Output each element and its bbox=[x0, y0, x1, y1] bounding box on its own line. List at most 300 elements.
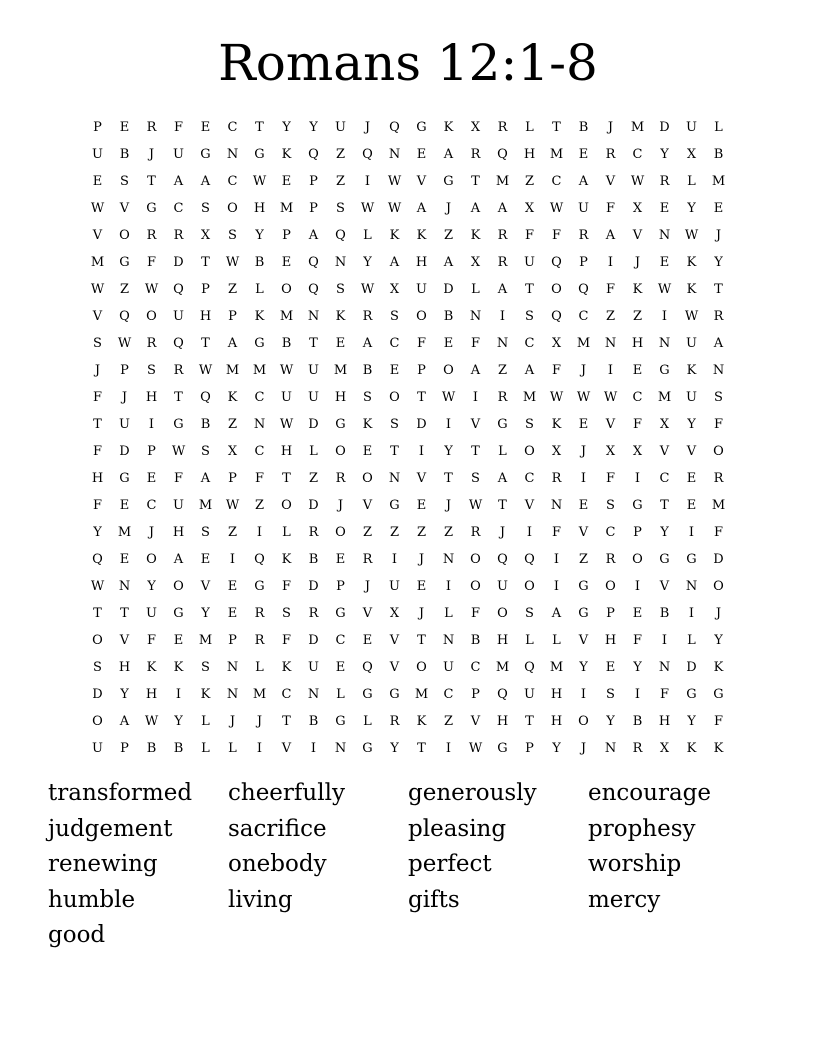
grid-letter: Y bbox=[687, 417, 696, 432]
grid-letter: N bbox=[712, 363, 725, 378]
word-list-item: renewing bbox=[48, 851, 158, 877]
grid-letter: M bbox=[198, 633, 213, 648]
grid-letter: F bbox=[92, 444, 103, 459]
grid-letter: W bbox=[387, 201, 402, 216]
grid-letter: M bbox=[495, 660, 510, 675]
grid-letter: Q bbox=[173, 282, 184, 297]
grid-letter: V bbox=[92, 309, 103, 324]
grid-letter: Q bbox=[254, 552, 265, 567]
grid-letter: B bbox=[281, 336, 292, 351]
grid-letter: A bbox=[578, 174, 589, 189]
grid-letter: P bbox=[471, 687, 480, 702]
grid-letter: F bbox=[173, 471, 184, 486]
grid-letter: A bbox=[470, 363, 481, 378]
grid-letter: I bbox=[634, 471, 641, 486]
grid-letter: Z bbox=[254, 498, 265, 513]
grid-letter: W bbox=[549, 390, 564, 405]
grid-letter: F bbox=[605, 282, 616, 297]
grid-letter: J bbox=[148, 147, 155, 162]
grid-letter: S bbox=[201, 444, 210, 459]
grid-letter: R bbox=[605, 552, 616, 567]
grid-letter: H bbox=[550, 687, 563, 702]
grid-letter: Y bbox=[201, 606, 210, 621]
grid-letter: J bbox=[148, 525, 155, 540]
grid-letter: R bbox=[578, 228, 589, 243]
grid-letter: V bbox=[389, 633, 400, 648]
grid-letter: F bbox=[281, 633, 292, 648]
grid-letter: W bbox=[117, 336, 132, 351]
grid-letter: A bbox=[551, 606, 562, 621]
grid-letter: F bbox=[713, 417, 724, 432]
grid-letter: K bbox=[632, 282, 643, 297]
grid-letter: U bbox=[308, 390, 319, 405]
grid-letter: C bbox=[146, 498, 157, 513]
grid-letter: X bbox=[659, 417, 670, 432]
grid-letter: I bbox=[499, 309, 506, 324]
grid-letter: N bbox=[658, 660, 671, 675]
grid-letter: U bbox=[335, 120, 346, 135]
grid-letter: H bbox=[118, 660, 131, 675]
grid-letter: H bbox=[253, 201, 266, 216]
grid-letter: O bbox=[632, 552, 643, 567]
grid-letter: N bbox=[496, 336, 509, 351]
grid-letter: Q bbox=[551, 255, 562, 270]
grid-letter: W bbox=[630, 174, 645, 189]
grid-letter: L bbox=[363, 714, 372, 729]
grid-letter: M bbox=[630, 120, 645, 135]
grid-letter: G bbox=[335, 417, 346, 432]
grid-letter: E bbox=[389, 363, 400, 378]
grid-letter: G bbox=[146, 201, 157, 216]
grid-letter: T bbox=[282, 714, 291, 729]
grid-letter: X bbox=[551, 336, 562, 351]
grid-letter: G bbox=[497, 417, 508, 432]
grid-letter: B bbox=[713, 147, 724, 162]
grid-letter: K bbox=[200, 687, 211, 702]
grid-letter: J bbox=[337, 498, 344, 513]
grid-letter: K bbox=[254, 309, 265, 324]
grid-letter: Z bbox=[389, 525, 400, 540]
grid-letter: A bbox=[497, 201, 508, 216]
grid-letter: W bbox=[468, 498, 483, 513]
grid-letter: A bbox=[173, 552, 184, 567]
grid-letter: E bbox=[335, 552, 346, 567]
grid-letter: O bbox=[416, 309, 427, 324]
grid-letter: R bbox=[605, 147, 616, 162]
grid-letter: W bbox=[387, 174, 402, 189]
grid-letter: L bbox=[363, 228, 372, 243]
grid-letter: B bbox=[119, 147, 130, 162]
grid-letter: B bbox=[308, 714, 319, 729]
grid-letter: F bbox=[632, 633, 643, 648]
grid-letter: L bbox=[309, 444, 318, 459]
grid-letter: V bbox=[605, 417, 616, 432]
grid-letter: E bbox=[578, 417, 589, 432]
grid-letter: C bbox=[551, 174, 562, 189]
grid-letter: Q bbox=[308, 282, 319, 297]
grid-letter: M bbox=[90, 255, 105, 270]
grid-letter: Z bbox=[632, 309, 643, 324]
word-list-item: sacrifice bbox=[228, 815, 327, 842]
grid-letter: V bbox=[578, 525, 589, 540]
grid-letter: V bbox=[686, 444, 697, 459]
grid-letter: C bbox=[281, 687, 292, 702]
grid-letter: Z bbox=[578, 552, 589, 567]
grid-letter: G bbox=[497, 741, 508, 756]
grid-letter: W bbox=[603, 390, 618, 405]
grid-letter: T bbox=[201, 255, 210, 270]
grid-letter: E bbox=[659, 255, 670, 270]
grid-letter: X bbox=[470, 120, 481, 135]
grid-letter: N bbox=[658, 228, 671, 243]
grid-letter: K bbox=[551, 417, 562, 432]
page-title: Romans 12:1-8 bbox=[218, 34, 598, 92]
grid-letter: X bbox=[524, 201, 535, 216]
grid-letter: E bbox=[119, 498, 130, 513]
grid-letter: R bbox=[146, 228, 157, 243]
grid-letter: G bbox=[389, 498, 400, 513]
grid-letter: V bbox=[92, 228, 103, 243]
grid-letter: Y bbox=[633, 660, 642, 675]
grid-letter: K bbox=[335, 309, 346, 324]
grid-letter: C bbox=[227, 120, 238, 135]
grid-letter: N bbox=[307, 687, 320, 702]
grid-letter: K bbox=[281, 147, 292, 162]
grid-letter: W bbox=[90, 201, 105, 216]
grid-letter: L bbox=[255, 660, 264, 675]
grid-letter: D bbox=[308, 579, 319, 594]
grid-letter: S bbox=[93, 660, 102, 675]
grid-letter: J bbox=[715, 606, 722, 621]
grid-letter: U bbox=[308, 363, 319, 378]
grid-letter: T bbox=[120, 606, 129, 621]
grid-letter: N bbox=[442, 552, 455, 567]
grid-letter: Z bbox=[524, 174, 535, 189]
grid-letter: S bbox=[525, 417, 534, 432]
word-list-item: transformed bbox=[48, 780, 193, 806]
grid-letter: Z bbox=[443, 228, 454, 243]
grid-letter: J bbox=[607, 120, 614, 135]
grid-letter: G bbox=[578, 579, 589, 594]
grid-letter: U bbox=[92, 147, 103, 162]
grid-letter: E bbox=[335, 336, 346, 351]
grid-letter: C bbox=[335, 633, 346, 648]
grid-letter: V bbox=[470, 417, 481, 432]
grid-letter: E bbox=[686, 471, 697, 486]
grid-letter: W bbox=[90, 579, 105, 594]
grid-letter: E bbox=[416, 147, 427, 162]
grid-letter: F bbox=[146, 255, 157, 270]
grid-letter: G bbox=[362, 741, 373, 756]
grid-letter: V bbox=[119, 201, 130, 216]
grid-letter: K bbox=[281, 552, 292, 567]
grid-letter: I bbox=[553, 552, 560, 567]
grid-letter: J bbox=[121, 390, 128, 405]
grid-letter: E bbox=[92, 174, 103, 189]
grid-letter: W bbox=[198, 363, 213, 378]
grid-letter: H bbox=[604, 633, 617, 648]
grid-letter: R bbox=[173, 228, 184, 243]
grid-letter: N bbox=[118, 579, 131, 594]
grid-letter: L bbox=[444, 606, 453, 621]
grid-letter: N bbox=[658, 336, 671, 351]
grid-letter: S bbox=[390, 417, 399, 432]
grid-letter: I bbox=[175, 687, 182, 702]
grid-letter: X bbox=[605, 444, 616, 459]
word-list-item: worship bbox=[588, 851, 682, 877]
grid-letter: L bbox=[687, 633, 696, 648]
grid-letter: K bbox=[146, 660, 157, 675]
grid-letter: Q bbox=[308, 147, 319, 162]
grid-letter: W bbox=[171, 444, 186, 459]
grid-letter: D bbox=[308, 417, 319, 432]
grid-letter: P bbox=[606, 606, 615, 621]
grid-letter: T bbox=[525, 282, 534, 297]
grid-letter: L bbox=[201, 714, 210, 729]
grid-letter: H bbox=[172, 525, 185, 540]
grid-letter: Y bbox=[255, 228, 264, 243]
grid-letter: N bbox=[604, 741, 617, 756]
grid-letter: R bbox=[497, 255, 508, 270]
grid-letter: A bbox=[443, 255, 454, 270]
grid-letter: U bbox=[686, 390, 697, 405]
grid-letter: M bbox=[549, 147, 564, 162]
grid-letter: Q bbox=[578, 282, 589, 297]
grid-letter: Q bbox=[335, 228, 346, 243]
grid-letter: J bbox=[580, 363, 587, 378]
word-list-item: living bbox=[228, 886, 293, 913]
grid-letter: G bbox=[335, 714, 346, 729]
grid-letter: O bbox=[470, 552, 481, 567]
grid-letter: G bbox=[119, 471, 130, 486]
grid-letter: S bbox=[201, 660, 210, 675]
grid-letter: I bbox=[526, 525, 533, 540]
grid-letter: C bbox=[659, 471, 670, 486]
grid-letter: R bbox=[308, 606, 319, 621]
grid-letter: S bbox=[471, 471, 480, 486]
grid-letter: Q bbox=[524, 660, 535, 675]
grid-letter: Z bbox=[497, 363, 508, 378]
grid-letter: A bbox=[524, 363, 535, 378]
grid-letter: V bbox=[659, 579, 670, 594]
grid-letter: W bbox=[225, 498, 240, 513]
grid-letter: A bbox=[200, 174, 211, 189]
grid-letter: C bbox=[605, 525, 616, 540]
grid-letter: Q bbox=[92, 552, 103, 567]
grid-letter: G bbox=[659, 363, 670, 378]
grid-letter: D bbox=[92, 687, 103, 702]
grid-letter: M bbox=[279, 201, 294, 216]
grid-letter: M bbox=[333, 363, 348, 378]
grid-letter: S bbox=[282, 606, 291, 621]
grid-letter: P bbox=[147, 444, 156, 459]
grid-letter: J bbox=[580, 444, 587, 459]
grid-letter: M bbox=[522, 390, 537, 405]
grid-letter: K bbox=[173, 660, 184, 675]
grid-letter: R bbox=[308, 525, 319, 540]
grid-letter: C bbox=[632, 390, 643, 405]
grid-letter: U bbox=[524, 687, 535, 702]
grid-letter: T bbox=[525, 714, 534, 729]
grid-letter: W bbox=[252, 174, 267, 189]
grid-letter: D bbox=[119, 444, 130, 459]
grid-letter: S bbox=[147, 363, 156, 378]
letter-grid bbox=[84, 114, 732, 762]
grid-letter: Z bbox=[308, 471, 319, 486]
grid-letter: J bbox=[364, 579, 371, 594]
grid-letter: I bbox=[256, 741, 263, 756]
grid-letter: A bbox=[497, 471, 508, 486]
grid-letter: E bbox=[416, 579, 427, 594]
grid-letter: K bbox=[416, 228, 427, 243]
grid-letter: N bbox=[685, 579, 698, 594]
grid-letter: P bbox=[579, 255, 588, 270]
grid-letter: B bbox=[578, 120, 589, 135]
grid-letter: T bbox=[174, 390, 183, 405]
grid-letter: E bbox=[227, 579, 238, 594]
grid-letter: R bbox=[146, 336, 157, 351]
grid-letter: O bbox=[227, 201, 238, 216]
grid-letter: Q bbox=[497, 687, 508, 702]
grid-letter: E bbox=[443, 336, 454, 351]
grid-letter: M bbox=[576, 336, 591, 351]
grid-letter: T bbox=[417, 390, 426, 405]
word-list-item: cheerfully bbox=[228, 780, 345, 806]
grid-letter: V bbox=[362, 498, 373, 513]
word-list-item: good bbox=[48, 922, 106, 948]
grid-letter: K bbox=[443, 120, 454, 135]
grid-letter: T bbox=[471, 174, 480, 189]
grid-letter: D bbox=[416, 417, 427, 432]
grid-letter: N bbox=[226, 147, 239, 162]
grid-letter: L bbox=[525, 120, 534, 135]
grid-letter: E bbox=[146, 471, 157, 486]
grid-letter: L bbox=[498, 444, 507, 459]
grid-letter: O bbox=[335, 525, 346, 540]
grid-letter: R bbox=[497, 120, 508, 135]
grid-letter: B bbox=[443, 309, 454, 324]
grid-letter: O bbox=[119, 228, 130, 243]
grid-letter: N bbox=[226, 687, 239, 702]
grid-letter: H bbox=[91, 471, 104, 486]
grid-letter: W bbox=[279, 363, 294, 378]
grid-letter: X bbox=[632, 201, 643, 216]
grid-letter: A bbox=[713, 336, 724, 351]
grid-letter: Q bbox=[389, 120, 400, 135]
grid-letter: F bbox=[605, 471, 616, 486]
grid-letter: I bbox=[688, 525, 695, 540]
grid-letter: Z bbox=[443, 525, 454, 540]
grid-letter: H bbox=[415, 255, 428, 270]
grid-letter: E bbox=[632, 606, 643, 621]
grid-letter: Y bbox=[174, 714, 183, 729]
grid-letter: F bbox=[281, 579, 292, 594]
grid-letter: U bbox=[119, 417, 130, 432]
grid-letter: C bbox=[632, 147, 643, 162]
grid-letter: G bbox=[335, 606, 346, 621]
grid-letter: T bbox=[309, 336, 318, 351]
grid-letter: F bbox=[470, 336, 481, 351]
grid-letter: M bbox=[657, 390, 672, 405]
grid-letter: F bbox=[713, 714, 724, 729]
grid-letter: F bbox=[551, 363, 562, 378]
grid-letter: L bbox=[336, 687, 345, 702]
word-list bbox=[48, 776, 768, 954]
grid-letter: G bbox=[713, 687, 724, 702]
grid-letter: E bbox=[362, 633, 373, 648]
grid-letter: S bbox=[201, 525, 210, 540]
word-list-item: pleasing bbox=[408, 815, 507, 842]
grid-letter: F bbox=[416, 336, 427, 351]
grid-letter: O bbox=[281, 282, 292, 297]
grid-letter: R bbox=[362, 552, 373, 567]
grid-letter: E bbox=[713, 201, 724, 216]
grid-letter: K bbox=[713, 660, 724, 675]
grid-letter: F bbox=[659, 687, 670, 702]
grid-letter: C bbox=[389, 336, 400, 351]
grid-letter: I bbox=[148, 417, 155, 432]
grid-letter: W bbox=[576, 390, 591, 405]
grid-letter: V bbox=[416, 174, 427, 189]
grid-letter: N bbox=[604, 336, 617, 351]
grid-letter: N bbox=[334, 741, 347, 756]
grid-letter: Z bbox=[335, 174, 346, 189]
grid-letter: U bbox=[578, 201, 589, 216]
grid-letter: B bbox=[308, 552, 319, 567]
grid-letter: T bbox=[471, 444, 480, 459]
grid-letter: I bbox=[256, 525, 263, 540]
grid-letter: X bbox=[470, 255, 481, 270]
grid-letter: J bbox=[634, 255, 641, 270]
grid-letter: C bbox=[443, 687, 454, 702]
grid-letter: U bbox=[146, 606, 157, 621]
grid-letter: A bbox=[200, 471, 211, 486]
grid-letter: I bbox=[310, 741, 317, 756]
grid-letter: D bbox=[173, 255, 184, 270]
grid-letter: I bbox=[418, 444, 425, 459]
word-list-item: gifts bbox=[408, 886, 460, 913]
grid-letter: E bbox=[119, 120, 130, 135]
grid-letter: J bbox=[364, 120, 371, 135]
grid-letter: W bbox=[684, 228, 699, 243]
grid-letter: A bbox=[362, 336, 373, 351]
grid-letter: T bbox=[93, 417, 102, 432]
grid-letter: W bbox=[90, 282, 105, 297]
grid-letter: U bbox=[308, 660, 319, 675]
grid-letter: I bbox=[661, 633, 668, 648]
grid-letter: R bbox=[254, 606, 265, 621]
grid-letter: V bbox=[362, 606, 373, 621]
grid-letter: O bbox=[713, 579, 724, 594]
word-list-item: judgement bbox=[48, 815, 173, 842]
grid-letter: Z bbox=[119, 282, 130, 297]
grid-letter: G bbox=[362, 687, 373, 702]
grid-letter: L bbox=[255, 282, 264, 297]
grid-letter: A bbox=[497, 282, 508, 297]
grid-letter: T bbox=[417, 741, 426, 756]
grid-letter: T bbox=[390, 444, 399, 459]
grid-letter: P bbox=[336, 579, 345, 594]
grid-letter: R bbox=[335, 471, 346, 486]
grid-letter: D bbox=[686, 660, 697, 675]
grid-letter: P bbox=[309, 201, 318, 216]
grid-letter: A bbox=[119, 714, 130, 729]
grid-letter: L bbox=[228, 741, 237, 756]
grid-letter: G bbox=[443, 174, 454, 189]
grid-letter: S bbox=[120, 174, 129, 189]
grid-letter: O bbox=[470, 579, 481, 594]
grid-letter: P bbox=[228, 471, 237, 486]
